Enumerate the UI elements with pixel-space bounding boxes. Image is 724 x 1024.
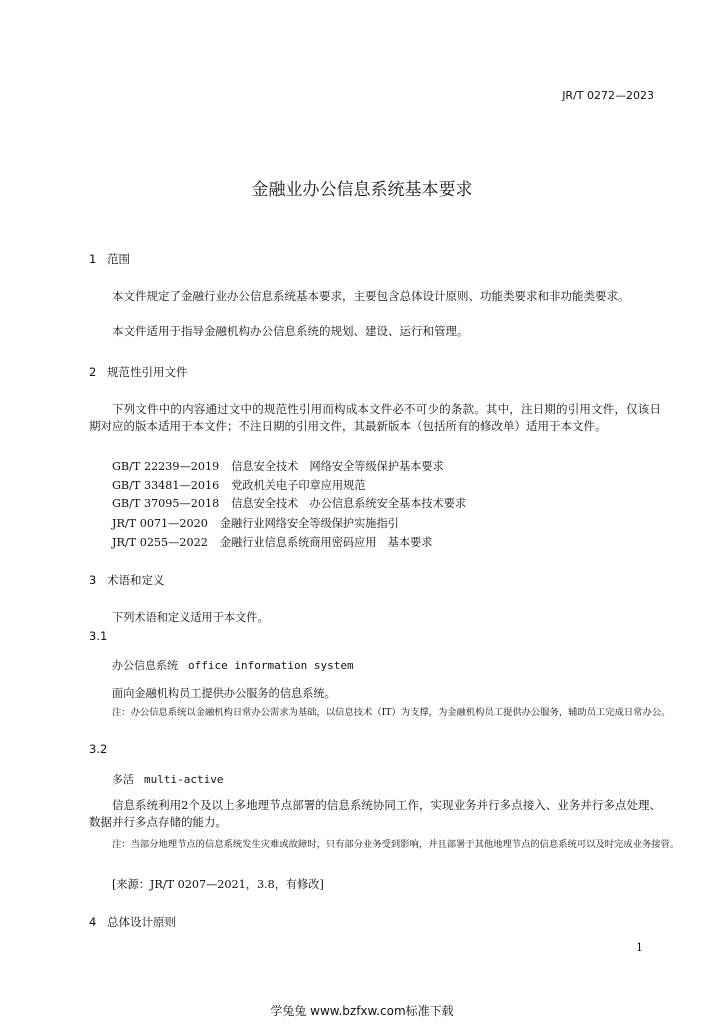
footer-watermark: 学兔兔 www.bzfxw.com标准下载 bbox=[270, 1004, 454, 1018]
term-entry bbox=[112, 657, 354, 673]
reference-title: 金融行业信息系统商用密码应用 基本要求 bbox=[219, 536, 433, 549]
section-heading-3 bbox=[89, 572, 165, 588]
term-note: 注：当部分地理节点的信息系统发生灾难或故障时，只有部分业务受到影响，并且部署于其他地理节点的信息系统可以及时完成业务接管。 bbox=[112, 839, 680, 850]
term-zh: 办公信息系统 bbox=[112, 659, 178, 672]
paragraph: 下列文件中的内容通过文中的规范性引用而构成本文件必不可少的条款。其中，注日期的引用文件，仅该日期对应的版本适用于本文件；不注日期的引用文件，其最新版本（包括所有的修改单）适用于本文件。 bbox=[89, 402, 661, 433]
doc-code: JR/T 0272—2023 bbox=[562, 89, 654, 102]
term-en: multi-active bbox=[144, 773, 224, 786]
paragraph: 本文件适用于指导金融机构办公信息系统的规划、建设、运行和管理。 bbox=[112, 324, 469, 338]
term-zh: 多活 bbox=[112, 773, 134, 786]
paragraph: 下列术语和定义适用于本文件。 bbox=[112, 611, 269, 624]
term-definition: 面向金融机构员工提供办公服务的信息系统。 bbox=[112, 687, 336, 700]
section-title: 范围 bbox=[107, 252, 130, 266]
reference-code: GB/T 33481—2016 bbox=[112, 479, 220, 492]
term-entry bbox=[112, 771, 223, 787]
section-title: 术语和定义 bbox=[107, 573, 165, 587]
section-title: 规范性引用文件 bbox=[107, 365, 188, 379]
term-en: office information system bbox=[188, 659, 354, 672]
section-number: 3 bbox=[89, 573, 97, 587]
clause-number: 3.2 bbox=[89, 742, 108, 756]
reference-code: JR/T 0255—2022 bbox=[112, 536, 208, 549]
reference-code: GB/T 22239—2019 bbox=[112, 460, 220, 473]
reference-item bbox=[112, 515, 399, 531]
clause-number: 3.1 bbox=[89, 629, 108, 643]
term-definition: 信息系统利用2个及以上多地理节点部署的信息系统协同工作，实现业务并行多点接入、业务并行多点处理、数据并行多点存储的能力。 bbox=[89, 798, 661, 829]
reference-code: GB/T 37095—2018 bbox=[112, 497, 220, 510]
section-title: 总体设计原则 bbox=[107, 915, 176, 929]
page-number: 1 bbox=[636, 941, 643, 954]
reference-title: 党政机关电子印章应用规范 bbox=[231, 479, 366, 492]
reference-item bbox=[112, 534, 432, 550]
section-number: 1 bbox=[89, 252, 97, 266]
reference-title: 信息安全技术 网络安全等级保护基本要求 bbox=[231, 460, 444, 473]
reference-code: JR/T 0071—2020 bbox=[112, 517, 208, 530]
term-note: 注：办公信息系统以金融机构日常办公需求为基础，以信息技术（IT）为支撑，为金融机构员工提供办公服务，辅助员工完成日常办公。 bbox=[112, 707, 671, 718]
page-title: 金融业办公信息系统基本要求 bbox=[251, 180, 473, 200]
section-heading-4 bbox=[89, 914, 176, 930]
section-heading-2 bbox=[89, 364, 188, 380]
section-number: 2 bbox=[89, 365, 97, 379]
reference-item bbox=[112, 495, 466, 511]
reference-item bbox=[112, 477, 365, 493]
term-source: [来源：JR/T 0207—2021，3.8，有修改] bbox=[112, 878, 324, 891]
section-heading-1 bbox=[89, 251, 130, 267]
section-number: 4 bbox=[89, 915, 97, 929]
reference-title: 信息安全技术 办公信息系统安全基本技术要求 bbox=[231, 497, 467, 510]
paragraph: 本文件规定了金融行业办公信息系统基本要求，主要包含总体设计原则、功能类要求和非功能类要求。 bbox=[112, 289, 630, 303]
reference-item bbox=[112, 458, 444, 474]
reference-title: 金融行业网络安全等级保护实施指引 bbox=[219, 517, 399, 530]
